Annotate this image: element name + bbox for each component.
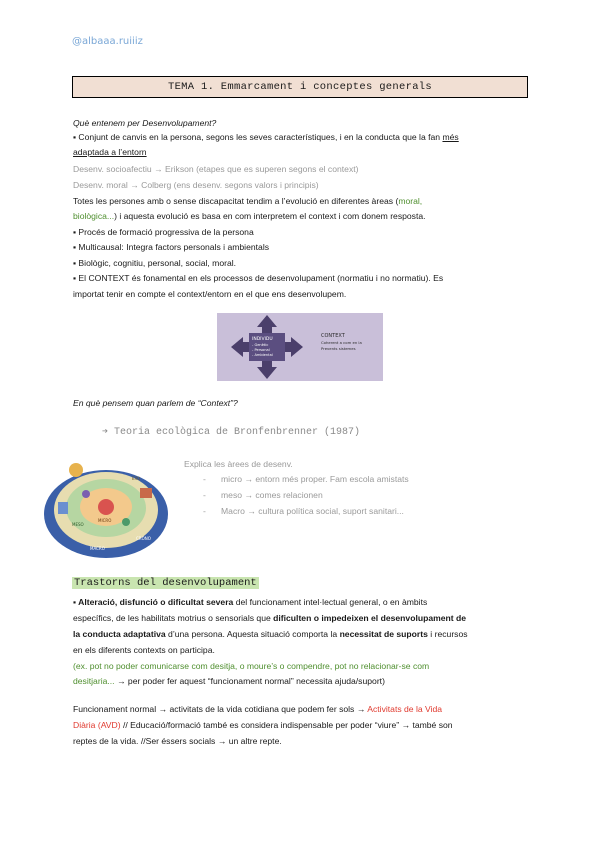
final-line-2: Diària (AVD) // Educació/formació també es considera indispensable per poder “viure” → també son [73, 720, 453, 730]
page-title [72, 76, 528, 98]
eco-label-meso: MESO [72, 522, 84, 527]
socioafectiu-line: Desenv. socioafectiu → Erikson (etapes que es superen segons el context) [73, 164, 359, 174]
context-right-sub2: Prevents sistemes [321, 346, 356, 351]
totes-line-cont: biològica...) i aquesta evolució es basa en com interpretem el context i com donem resposta. [73, 211, 426, 221]
intro-question: Què entenem per Desenvolupament? [73, 118, 217, 128]
trastorns-line-1: ▪ Alteració, disfunció o dificultat severa del funcionament intel·lectual general, o en àmbits [73, 597, 428, 607]
explica-label: Explica les àrees de desenv. [184, 459, 293, 469]
family-icon [82, 490, 90, 498]
four-arrows-icon [217, 313, 383, 381]
context-left-sub1: - Genètic [252, 343, 269, 347]
bullet-proces: ▪ Procés de formació progressiva de la persona [73, 227, 254, 237]
bullet-biologic: ▪ Biològic, cognitiu, personal, social, moral. [73, 258, 237, 268]
friends-icon [122, 518, 130, 526]
level-macro: - Macro → cultura política social, suport sanitari... [203, 506, 404, 516]
ecological-model-diagram [42, 452, 170, 562]
trastorns-line-2: específics, de les habilitats motrius o sensorials que dificulten o impedeixen el desenvolupament de [73, 613, 467, 623]
intro-bullet-1-cont: adaptada a l’entorn [73, 147, 147, 157]
trastorns-example-cont: desitjaria... → per poder fer aquest “funcionament normal” necessita ajuda/suport) [73, 676, 385, 686]
person-icon [98, 499, 114, 515]
globe-icon [69, 463, 83, 477]
teoria-heading: ➔ Teoria ecològica de Bronfenbrenner (1987) [102, 427, 361, 438]
trastorns-example: (ex. pot no poder comunicarse com desitja, o moure’s o compendre, pot no relacionar-se com [73, 661, 430, 671]
context-right-label: CONTEXT [321, 333, 345, 339]
context-left-label: INDIVIDU [252, 337, 273, 342]
section-title: Trastorns del desenvolupament [74, 577, 257, 589]
house-icon [140, 488, 152, 498]
final-line-1: Funcionament normal → activitats de la vida cotidiana que podem fer sols → Activitats de la Vida [73, 704, 443, 714]
context-left-sub2: - Personal [252, 348, 270, 352]
context-left-sub3: - Ambiental [252, 353, 273, 357]
bullet-multicausal: ▪ Multicausal: Integra factors personals i ambientals [73, 242, 270, 252]
final-line-3: reptes de la vida. //Ser éssers socials → un altre repte. [73, 736, 282, 746]
page-title-text: TEMA 1. Emmarcament i conceptes generals [167, 81, 433, 93]
context-right-sub1: Coherent a com en la [321, 340, 362, 345]
school-icon [58, 502, 68, 514]
eco-label-crono: CRONO [136, 536, 151, 541]
eco-label-micro: MICRO [98, 518, 112, 523]
moral-line: Desenv. moral → Colberg (ens desenv. segons valors i principis) [73, 180, 319, 190]
eco-label-macro: MACRO [90, 546, 105, 551]
trastorns-line-4: en els diferents contexts on participa. [73, 645, 215, 655]
totes-line: Totes les persones amb o sense discapacitat tendim a l’evolució en diferentes àreas (moral, [73, 196, 423, 206]
bullet-context: ▪ El CONTEXT és fonamental en els processos de desenvolupament (normatiu i no normatiu). Es [73, 273, 444, 283]
context-diagram [217, 313, 383, 381]
level-meso: - meso → comes relacionen [203, 490, 323, 500]
level-micro: - micro → entorn més proper. Fam escola amistats [203, 474, 409, 484]
bullet-context-cont: importat tenir en compte el context/entorn en el que ens desenvolupem. [73, 289, 347, 299]
context-question: En què pensem quan parlem de “Context”? [73, 398, 238, 408]
intro-bullet-1: ▪ Conjunt de canvis en la persona, segons les seves característiques, i en la conducta que la fan més [73, 132, 459, 142]
trastorns-line-3: la conducta adaptativa d’una persona. Aquesta situació comporta la necessitat de suports i recursos [73, 629, 468, 639]
author-handle: @albaaa.ruiiiz [72, 36, 143, 47]
eco-label-exo: EXO [132, 476, 141, 481]
